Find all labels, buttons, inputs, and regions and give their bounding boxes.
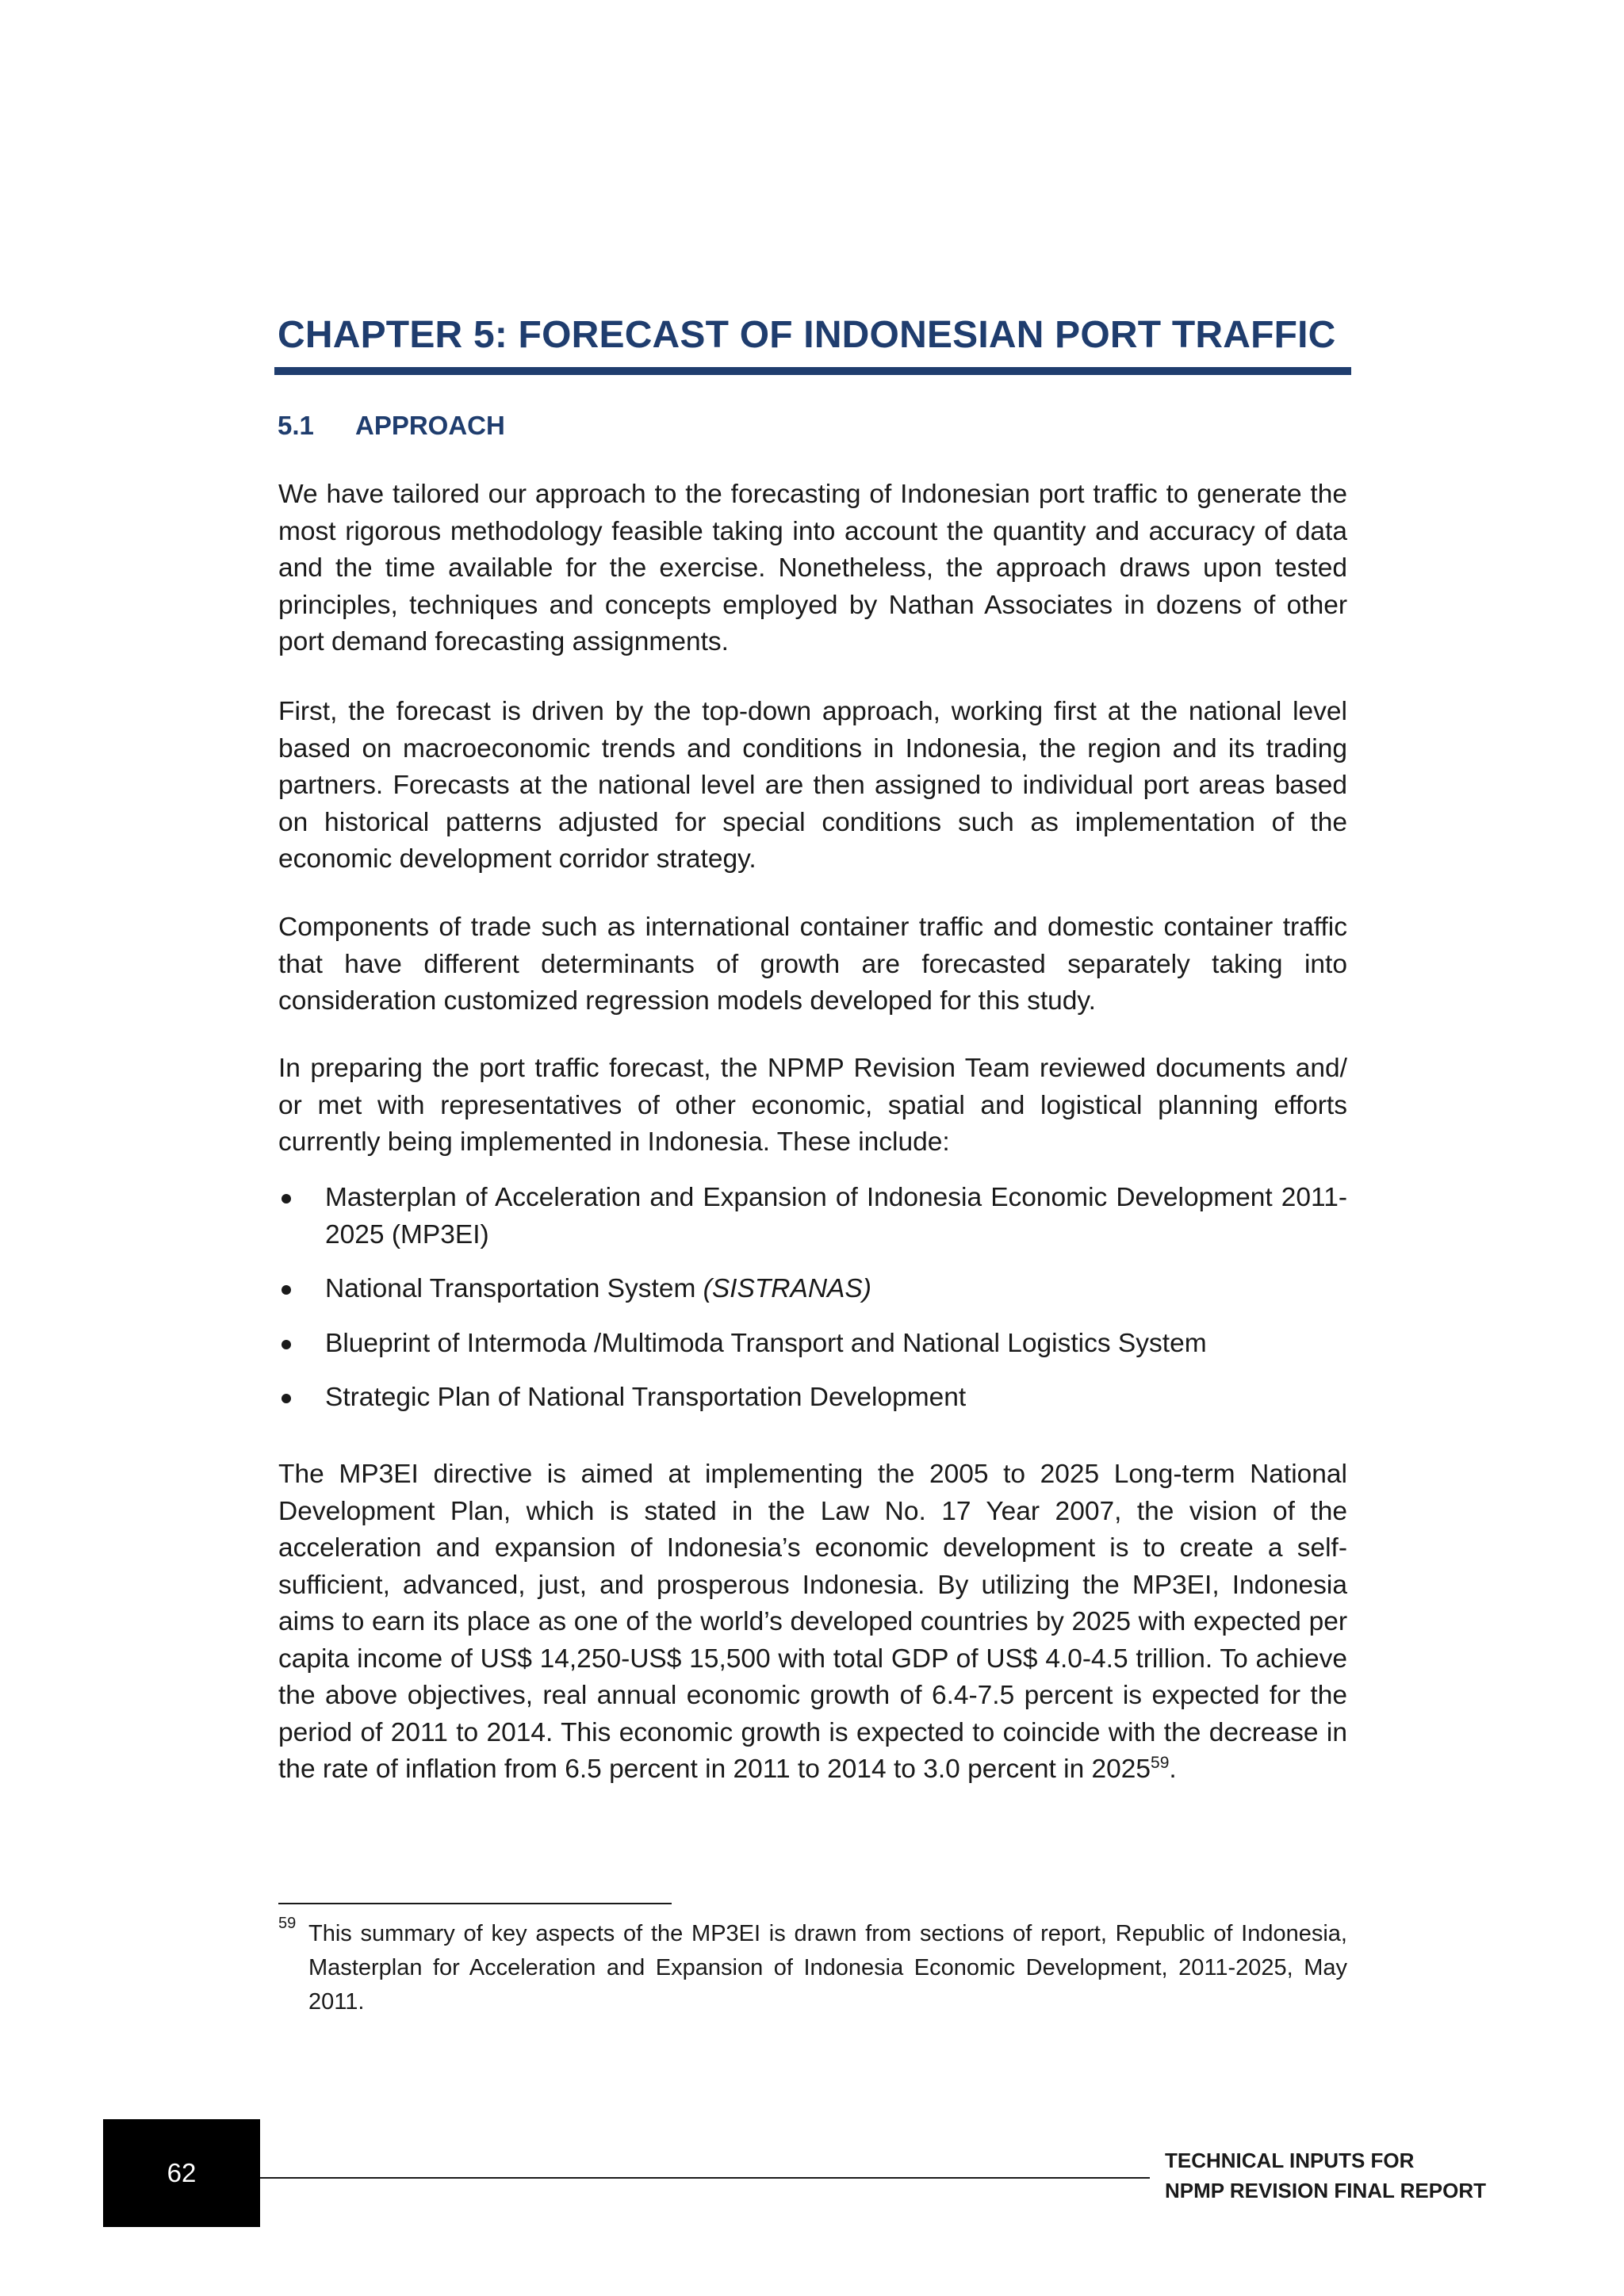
- paragraph-end: .: [1169, 1755, 1177, 1784]
- footnote: [278, 1917, 1347, 2019]
- chapter-title: CHAPTER 5: FORECAST OF INDONESIAN PORT TRAFFIC: [278, 314, 1336, 356]
- paragraph-approach-intro: We have tailored our approach to the forecasting of Indonesian port traffic to generate the most rigorous methodology feasible taking into account the quantity and accuracy of data and the time available for the exercise. Nonetheless, the approach draws upon tested principles, techniques and concepts employed by Nathan Associates in dozens of other port demand forecasting assignments.: [278, 480, 1347, 656]
- bullet-icon: [282, 1194, 291, 1203]
- bullet-icon: [282, 1394, 291, 1403]
- footer-title-line-1: TECHNICAL INPUTS FOR: [1165, 2149, 1415, 2172]
- chapter-underline: [274, 367, 1351, 375]
- list-item-text: National Transportation System: [325, 1274, 703, 1303]
- paragraph-mp3ei-text: The MP3EI directive is aimed at implementing the 2005 to 2025 Long-term National Development Plan, which is stated in the Law No. 17 Year 2007, the vision of the acceleration and expansion of Indonesia’s economic development is to create a self-sufficient, advanced, just, and prosperous Indonesia. By utilizing the MP3EI, Indonesia aims to earn its place as one of the world’s developed countries by 2025 with expected per capita income of US$ 14,250-US$ 15,500 with total GDP of US$ 4.0-4.5 trillion. To achieve the above objectives, real annual economic growth of 6.4-7.5 percent is expected for the period of 2011 to 2014. This economic growth is expected to coincide with the decrease in the rate of inflation from 6.5 percent in 2011 to 2014 to 3.0 percent in 2025: [278, 1460, 1347, 1784]
- paragraph-top-down: First, the forecast is driven by the top-down approach, working first at the national level based on macroeconomic trends and conditions in Indonesia, the region and its trading partners. Forecasts at the national level are then assigned to individual port areas based on historical patterns adjusted for special conditions such as implementation of the economic development corridor strategy.: [278, 697, 1347, 874]
- paragraph-mp3ei: [278, 1456, 1347, 1789]
- list-item: [278, 1326, 1347, 1363]
- list-item: [278, 1380, 1347, 1417]
- planning-documents-list: [278, 1180, 1347, 1434]
- bullet-icon: [282, 1340, 291, 1349]
- section-number: 5.1: [278, 411, 314, 440]
- list-item-text: Strategic Plan of National Transportation Development: [325, 1383, 967, 1412]
- paragraph-reviewed-documents: In preparing the port traffic forecast, the NPMP Revision Team reviewed documents and/ or met with representatives of other economic, spatial and logistical planning efforts currently being implemented in Indonesia. These include:: [278, 1054, 1347, 1157]
- list-item: [278, 1180, 1347, 1253]
- footer-title-line-2: NPMP REVISION FINAL REPORT: [1165, 2179, 1486, 2202]
- section-title: APPROACH: [355, 411, 505, 440]
- section-heading: [278, 411, 505, 441]
- footer-report-title: [1165, 2145, 1577, 2206]
- bullet-icon: [282, 1285, 291, 1295]
- page-number-box: [103, 2119, 260, 2227]
- footer-rule: [260, 2177, 1150, 2179]
- list-item-text: Blueprint of Intermoda /Multimoda Transport and National Logistics System: [325, 1328, 1207, 1358]
- list-item: [278, 1271, 1347, 1308]
- list-item-italic-text: (SISTRANAS): [703, 1274, 871, 1303]
- footnote-text: This summary of key aspects of the MP3EI is drawn from sections of report, Republic of Indonesia, Masterplan for Acceleration and Expansion of Indonesia Economic Development, 2011-2025, May 2011.: [308, 1921, 1347, 2015]
- footnote-number: 59: [278, 1915, 297, 1932]
- page-number: 62: [167, 2158, 197, 2187]
- footnote-separator: [278, 1903, 672, 1904]
- footnote-reference[interactable]: 59: [1151, 1753, 1170, 1772]
- list-item-text: Masterplan of Acceleration and Expansion of Indonesia Economic Development 2011-2025 (MP3EI): [325, 1183, 1347, 1249]
- paragraph-components: Components of trade such as international container traffic and domestic container traffic that have different determinants of growth are forecasted separately taking into consideration customized regression models developed for this study.: [278, 913, 1347, 1016]
